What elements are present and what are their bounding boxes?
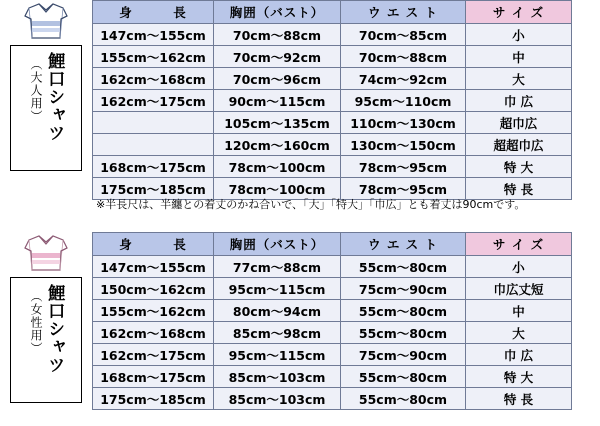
cell-waist: 55cm〜80cm — [341, 300, 466, 322]
table-header-row — [93, 1, 572, 24]
cell-height — [93, 112, 214, 134]
cell-waist: 78cm〜95cm — [341, 178, 466, 200]
cell-height: 147cm〜155cm — [93, 256, 214, 278]
header-height: 身 長 — [93, 1, 214, 24]
header-height: 身 長 — [93, 233, 214, 256]
cell-bust: 90cm〜115cm — [214, 90, 341, 112]
cell-bust: 70cm〜88cm — [214, 24, 341, 46]
adult-size-block — [0, 0, 572, 200]
cell-size: 巾広丈短 — [466, 278, 572, 300]
adult-label-sub: （大人用） — [28, 58, 43, 123]
cell-waist: 78cm〜95cm — [341, 156, 466, 178]
header-bust: 胸囲（バスト） — [214, 233, 341, 256]
cell-bust: 85cm〜103cm — [214, 388, 341, 410]
cell-height: 168cm〜175cm — [93, 366, 214, 388]
cell-waist: 75cm〜90cm — [341, 278, 466, 300]
table-row — [93, 156, 572, 178]
women-label-sub: （女性用） — [28, 290, 43, 355]
table-row — [93, 68, 572, 90]
adult-label-main: 鯉口シャツ — [44, 52, 65, 142]
header-waist: ウ エ ス ト — [341, 233, 466, 256]
cell-height — [93, 134, 214, 156]
cell-bust: 95cm〜115cm — [214, 344, 341, 366]
table-row — [93, 300, 572, 322]
cell-height: 155cm〜162cm — [93, 46, 214, 68]
cell-waist: 130cm〜150cm — [341, 134, 466, 156]
cell-waist: 75cm〜90cm — [341, 344, 466, 366]
women-size-block — [0, 232, 572, 410]
cell-size: 小 — [466, 24, 572, 46]
header-waist: ウ エ ス ト — [341, 1, 466, 24]
cell-waist: 55cm〜80cm — [341, 322, 466, 344]
women-label-box — [10, 277, 82, 403]
header-size: サ イ ズ — [466, 1, 572, 24]
women-size-table — [92, 232, 572, 410]
adult-label-box — [10, 45, 82, 171]
adult-table-header — [93, 1, 572, 24]
cell-bust: 70cm〜96cm — [214, 68, 341, 90]
women-label-column — [0, 232, 92, 403]
cell-bust: 80cm〜94cm — [214, 300, 341, 322]
cell-size: 特 大 — [466, 366, 572, 388]
cell-waist: 55cm〜80cm — [341, 388, 466, 410]
footnote: ※半長尺は、半纏との着丈のかね合いで、「大」「特大」「巾広」とも着丈は90cmです。 — [96, 198, 526, 211]
cell-height: 147cm〜155cm — [93, 24, 214, 46]
cell-height: 150cm〜162cm — [93, 278, 214, 300]
table-row — [93, 46, 572, 68]
cell-waist: 70cm〜85cm — [341, 24, 466, 46]
women-table-body — [93, 256, 572, 410]
cell-waist: 55cm〜80cm — [341, 366, 466, 388]
adult-label-column — [0, 0, 92, 171]
cell-size: 巾 広 — [466, 344, 572, 366]
table-row — [93, 344, 572, 366]
table-row — [93, 322, 572, 344]
table-header-row — [93, 233, 572, 256]
cell-height: 162cm〜175cm — [93, 90, 214, 112]
women-label-main: 鯉口シャツ — [44, 284, 65, 374]
cell-size: 特 長 — [466, 388, 572, 410]
cell-bust: 70cm〜92cm — [214, 46, 341, 68]
cell-height: 162cm〜168cm — [93, 322, 214, 344]
adult-size-table — [92, 0, 572, 200]
cell-waist: 70cm〜88cm — [341, 46, 466, 68]
cell-height: 162cm〜175cm — [93, 344, 214, 366]
cell-waist: 110cm〜130cm — [341, 112, 466, 134]
cell-bust: 78cm〜100cm — [214, 156, 341, 178]
cell-bust: 78cm〜100cm — [214, 178, 341, 200]
cell-bust: 95cm〜115cm — [214, 278, 341, 300]
cell-size: 特 大 — [466, 156, 572, 178]
kimono-shirt-icon-blue — [15, 2, 77, 42]
cell-size: 特 長 — [466, 178, 572, 200]
table-row — [93, 366, 572, 388]
women-table-header — [93, 233, 572, 256]
cell-size: 小 — [466, 256, 572, 278]
cell-height: 175cm〜185cm — [93, 388, 214, 410]
cell-bust: 85cm〜98cm — [214, 322, 341, 344]
cell-height: 162cm〜168cm — [93, 68, 214, 90]
header-bust: 胸囲（バスト） — [214, 1, 341, 24]
table-row — [93, 256, 572, 278]
cell-waist: 55cm〜80cm — [341, 256, 466, 278]
cell-size: 大 — [466, 322, 572, 344]
cell-bust: 120cm〜160cm — [214, 134, 341, 156]
cell-height: 155cm〜162cm — [93, 300, 214, 322]
cell-waist: 74cm〜92cm — [341, 68, 466, 90]
kimono-shirt-icon-pink — [15, 234, 77, 274]
table-row — [93, 24, 572, 46]
cell-waist: 95cm〜110cm — [341, 90, 466, 112]
cell-size: 超超巾広 — [466, 134, 572, 156]
cell-bust: 77cm〜88cm — [214, 256, 341, 278]
cell-height: 175cm〜185cm — [93, 178, 214, 200]
adult-table-body — [93, 24, 572, 200]
header-size: サ イ ズ — [466, 233, 572, 256]
table-row — [93, 112, 572, 134]
cell-size: 中 — [466, 300, 572, 322]
cell-size: 大 — [466, 68, 572, 90]
cell-size: 巾 広 — [466, 90, 572, 112]
table-row — [93, 278, 572, 300]
table-row — [93, 388, 572, 410]
table-row — [93, 90, 572, 112]
table-row — [93, 134, 572, 156]
cell-bust: 85cm〜103cm — [214, 366, 341, 388]
cell-bust: 105cm〜135cm — [214, 112, 341, 134]
cell-height: 168cm〜175cm — [93, 156, 214, 178]
cell-size: 超巾広 — [466, 112, 572, 134]
cell-size: 中 — [466, 46, 572, 68]
